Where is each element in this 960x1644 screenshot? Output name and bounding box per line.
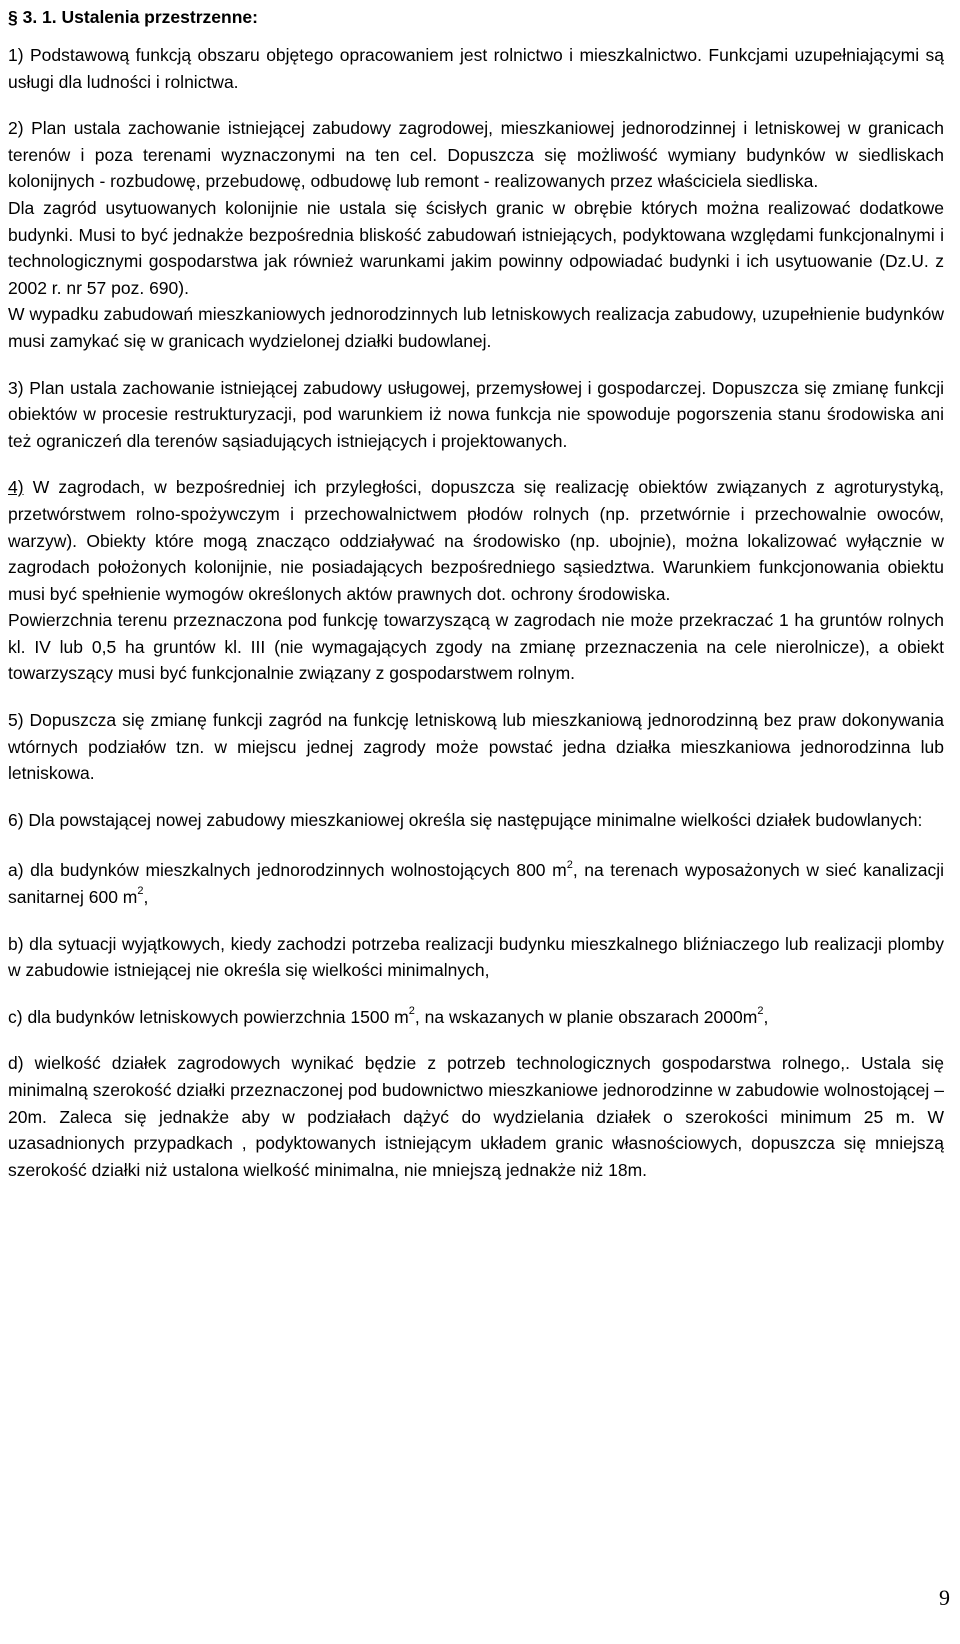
paragraph-4a bbox=[8, 474, 944, 607]
paragraph-4b: Powierzchnia terenu przeznaczona pod funkcję towarzyszącą w zagrodach nie może przekraczać 1 ha gruntów rolnych kl. IV lub 0,5 ha gruntów kl. III (nie wymagających zgody na zmianę przeznaczenia na cele nierolnicze), a obiekt towarzyszący musi być funkcjonalnie związany z gospodarstwem rolnym. bbox=[8, 610, 944, 684]
page-number: 9 bbox=[939, 1585, 950, 1610]
item-a-text-3: , bbox=[143, 887, 149, 908]
item-c-text-2: , na wskazanych w planie obszarach 2000m bbox=[414, 1006, 758, 1027]
section-heading: § 3. 1. Ustalenia przestrzenne: bbox=[8, 7, 258, 27]
paragraph-2b: Dla zagród usytuowanych kolonijnie nie ustala się ścisłych granic w obrębie których można realizować dodatkowe budynki. Musi to być jednakże bezpośrednia bliskość zabudowań istniejących, podyktowana względami funkcjonalnymi i technologicznymi gospodarstwa jak również warunkami jakim powinny odpowiadać budynki i ich usytuowanie (Dz.U. z 2002 r. nr 57 poz. 690). bbox=[8, 197, 944, 298]
item-a-text-1: a) dla budynków mieszkalnych jednorodzinnych wolnostojących 800 m bbox=[8, 860, 567, 881]
paragraph-3: 3) Plan ustala zachowanie istniejącej zabudowy usługowej, przemysłowej i gospodarczej. Dopuszcza się zmianę funkcji obiektów w procesie restrukturyzacji, pod warunkiem iż nowa funkcja nie spowoduje pogorszenia stanu środowiska ani też ograniczeń dla terenów sąsiadujących istniejących i projektowanych. bbox=[8, 377, 944, 451]
item-a-text-2: , na terenach wyposażonych w sieć kanalizacji sanitarnej 600 m bbox=[8, 860, 944, 908]
item-b: b) dla sytuacji wyjątkowych, kiedy zachodzi potrzeba realizacji budynku mieszkalnego bliźniaczego lub realizacji plomby w zabudowie istniejącej nie określa się wielkości minimalnych, bbox=[8, 933, 944, 981]
item-a bbox=[8, 857, 944, 910]
paragraph-2a: 2) Plan ustala zachowanie istniejącej zabudowy zagrodowej, mieszkaniowej jednorodzinnej i letniskowej w granicach terenów i poza terenami wyznaczonymi na ten cel. Dopuszcza się możliwość wymiany budynków w siedliskach kolonijnych - rozbudowę, przebudowę, odbudowę lub remont - realizowanych przez właściciela siedliska. bbox=[8, 118, 944, 192]
paragraph-6: 6) Dla powstającej nowej zabudowy mieszkaniowej określa się następujące minimalne wielkości działek budowlanych: bbox=[8, 809, 923, 830]
superscript: 2 bbox=[566, 858, 573, 871]
item-c bbox=[8, 1004, 944, 1031]
superscript: 2 bbox=[408, 1004, 415, 1017]
superscript: 2 bbox=[757, 1004, 764, 1017]
paragraph-1: 1) Podstawową funkcją obszaru objętego opracowaniem jest rolnictwo i mieszkalnictwo. Funkcjami uzupełniającymi są usługi dla ludności i rolnictwa. bbox=[8, 45, 944, 92]
superscript: 2 bbox=[137, 885, 144, 898]
paragraph-2c: W wypadku zabudowań mieszkaniowych jednorodzinnych lub letniskowych realizacja zabudowy, uzupełnienie budynków musi zamykać się w granicach wydzielonej działki budowlanej. bbox=[8, 304, 944, 351]
item-c-text-3: , bbox=[763, 1006, 769, 1027]
paragraph-4a-text: W zagrodach, w bezpośredniej ich przyległości, dopuszcza się realizację obiektów związanych z agroturystyką, przetwórstwem rolno-spożywczym i przechowalnictwem płodów rolnych (np. przetwórnie i przechowalnie owoców, warzyw). Obiekty które mogą znacząco oddziaływać na środowisko (np. ubojnie), można lokalizować wyłącznie w zagrodach położonych kolonijnie, nie posiadających bezpośredniego sąsiedztwa. Warunkiem funkcjonowania obiektu musi być spełnienie wymogów określonych aktów prawnych dot. ochrony środowiska. bbox=[8, 477, 944, 604]
paragraph-4-number: 4) bbox=[8, 477, 24, 498]
item-d: d) wielkość działek zagrodowych wynikać będzie z potrzeb technologicznych gospodarstwa rolnego,. Ustala się minimalną szerokość działki przeznaczonej pod budownictwo mieszkaniowe jednorodzinne w zabudowie wolnostojącej – 20m. Zaleca się jednakże aby w podziałach dążyć do wydzielania działek o szerokości minimum 25 m. W uzasadnionych przypadkach , podyktowanych istniejącym układem granic własnościowych, dopuszcza się mniejszą szerokość działki niż ustalona wielkość minimalna, nie mniejszą jednakże niż 18m. bbox=[8, 1053, 944, 1180]
paragraph-5: 5) Dopuszcza się zmianę funkcji zagród na funkcję letniskową lub mieszkaniową jednorodzinną bez praw dokonywania wtórnych podziałów tzn. w miejscu jednej zagrody może powstać jedna działka mieszkaniowa jednorodzinna lub letniskowa. bbox=[8, 710, 944, 784]
item-c-text-1: c) dla budynków letniskowych powierzchnia 1500 m bbox=[8, 1006, 409, 1027]
